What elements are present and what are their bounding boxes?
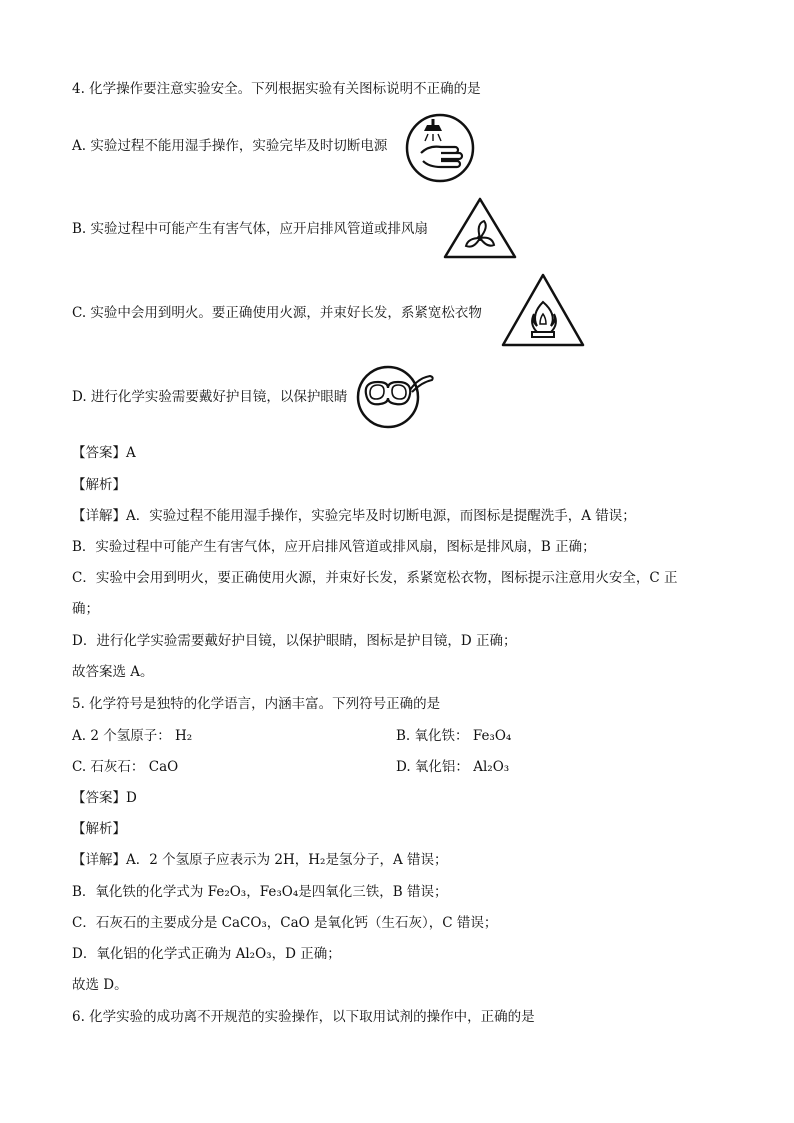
q5-option-a: [72, 727, 192, 745]
open-flame-icon: [500, 272, 586, 348]
q5-option-a-formula: H₂: [175, 728, 193, 744]
q5-option-d: [396, 758, 509, 776]
detail-text: A．2 个氢原子应表示为 2H，H₂是氢分子，A 错误；: [126, 852, 448, 868]
q4-stem: 4. 化学操作要注意实验安全。下列根据实验有关图标说明不正确的是: [72, 81, 481, 97]
q5-option-a-label: A. 2 个氢原子：: [72, 728, 171, 744]
hand-washing-icon: [403, 113, 477, 183]
q4-detail-6: 故答案选 A。: [72, 664, 154, 680]
q4-option-d: D. 进行化学实验需要戴好护目镜，以保护眼睛: [72, 389, 348, 405]
detail-tag: 【详解】: [72, 852, 126, 868]
q5-stem: 5. 化学符号是独特的化学语言，内涵丰富。下列符号正确的是: [72, 696, 441, 712]
answer-tag: 【答案】: [72, 790, 126, 806]
answer-value: D: [126, 790, 137, 806]
q5-answer: [72, 789, 137, 807]
q5-detail-2: B．氧化铁的化学式为 Fe₂O₃，Fe₃O₄是四氧化三铁，B 错误；: [72, 884, 448, 900]
q5-option-d-label: D. 氧化铝：: [396, 759, 469, 775]
q4-detail-5: D．进行化学实验需要戴好护目镜，以保护眼睛，图标是护目镜，D 正确；: [72, 633, 517, 649]
answer-tag: 【答案】: [72, 445, 126, 461]
q5-detail-4: D．氧化铝的化学式正确为 Al₂O₃，D 正确；: [72, 946, 341, 962]
q5-option-d-formula: Al₂O₃: [473, 759, 510, 775]
q4-option-b: B. 实验过程中可能产生有害气体，应开启排风管道或排风扇: [72, 221, 429, 237]
q5-option-c-formula: CaO: [148, 759, 179, 775]
q5-option-c-label: C. 石灰石：: [72, 759, 145, 775]
q4-answer: [72, 444, 136, 462]
q5-detail-3: C．石灰石的主要成分是 CaCO₃，CaO 是氧化钙（生石灰），C 错误；: [72, 915, 498, 931]
q4-detail-4: 确；: [72, 601, 99, 617]
q4-detail-2: B．实验过程中可能产生有害气体，应开启排风管道或排风扇，图标是排风扇，B 正确；: [72, 539, 596, 555]
q5-detail-5: 故选 D。: [72, 977, 128, 993]
q5-option-b-formula: Fe₃O₄: [472, 728, 512, 744]
q6-stem: 6. 化学实验的成功离不开规范的实验操作，以下取用试剂的操作中，正确的是: [72, 1009, 535, 1025]
detail-tag: 【详解】: [72, 508, 126, 524]
q4-option-c: C. 实验中会用到明火。要正确使用火源，并束好长发，系紧宽松衣物: [72, 305, 482, 321]
q5-option-b: [396, 727, 511, 745]
q4-detail-1: [72, 507, 636, 525]
q4-detail-3: C．实验中会用到明火，要正确使用火源，并束好长发，系紧宽松衣物，图标提示注意用火安全，C 正: [72, 570, 678, 586]
answer-value: A: [126, 445, 136, 461]
detail-text: A．实验过程不能用湿手操作，实验完毕及时切断电源，而图标是提醒洗手，A 错误；: [126, 508, 636, 524]
q5-detail-1: [72, 851, 448, 869]
safety-goggles-icon: [356, 360, 436, 430]
q5-option-b-label: B. 氧化铁：: [396, 728, 469, 744]
q4-analysis-tag: 【解析】: [72, 477, 126, 493]
q4-option-a: A. 实验过程不能用湿手操作，实验完毕及时切断电源: [72, 138, 388, 154]
q5-option-c: [72, 758, 178, 776]
exhaust-fan-icon: [442, 196, 518, 260]
q5-analysis-tag: 【解析】: [72, 821, 126, 837]
